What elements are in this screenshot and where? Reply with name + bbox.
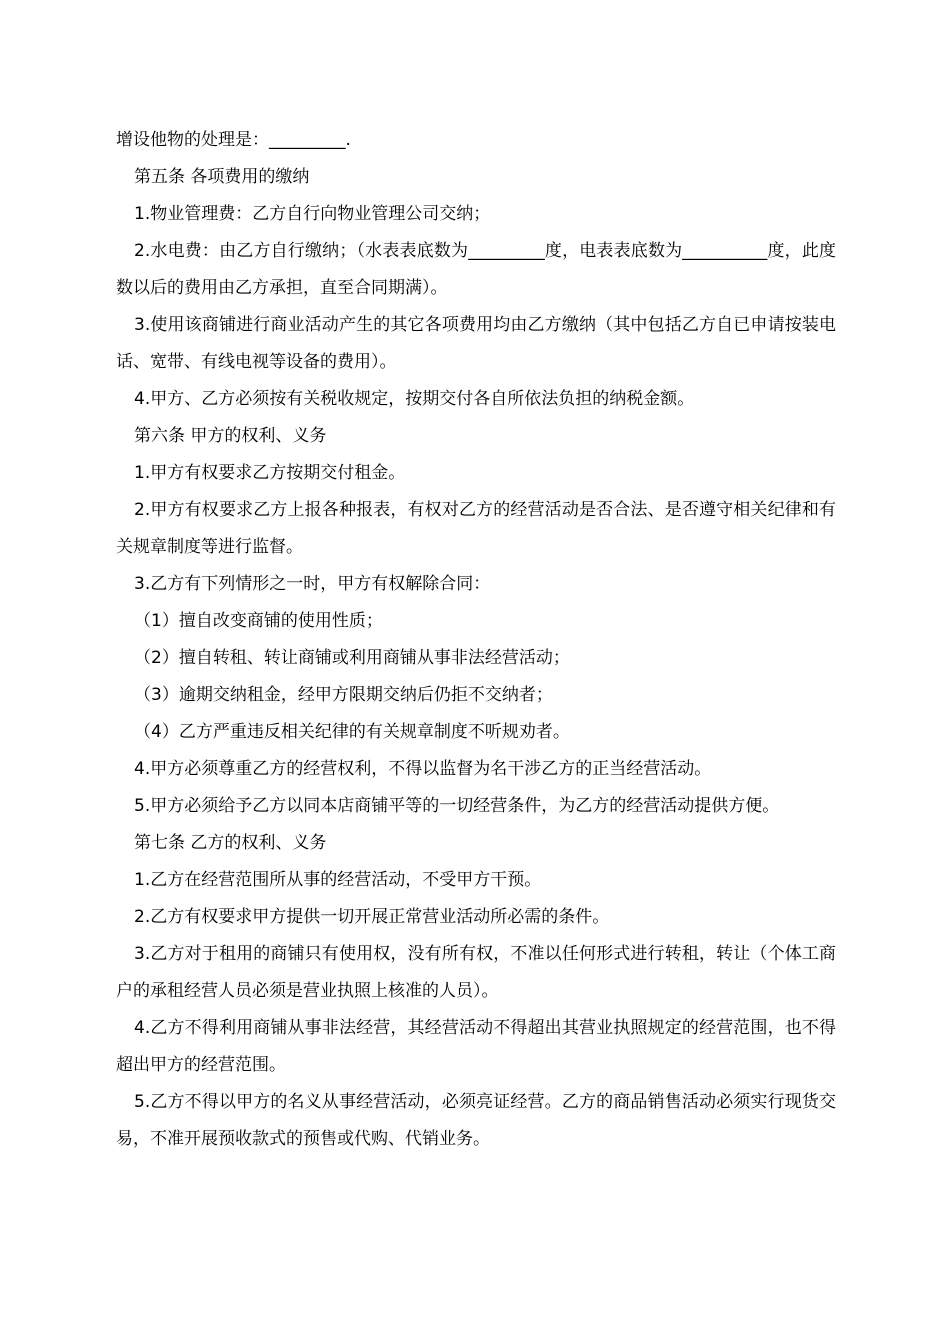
- paragraph: 2.乙方有权要求甲方提供一切开展正常营业活动所必需的条件。: [134, 907, 610, 927]
- paragraph: 4.甲方必须尊重乙方的经营权利，不得以监督为名干涉乙方的正当经营活动。: [134, 759, 712, 779]
- list-item: （1）擅自改变商铺的使用性质；: [134, 611, 383, 631]
- paragraph: 2.水电费：由乙方自行缴纳；（水表表底数为_________度，电表表底数为__________度，此度数以后的费用由乙方承担，直至合同期满）。: [116, 241, 836, 298]
- paragraph: 增设他物的处理是：_________.: [116, 130, 351, 150]
- paragraph: 5.甲方必须给予乙方以同本店商铺平等的一切经营条件，为乙方的经营活动提供方便。: [134, 796, 780, 816]
- paragraph: 1.乙方在经营范围所从事的经营活动，不受甲方干预。: [134, 870, 542, 890]
- paragraph: 4.乙方不得利用商铺从事非法经营，其经营活动不得超出其营业执照规定的经营范围，也不得超出甲方的经营范围。: [116, 1018, 836, 1075]
- paragraph: 1.物业管理费：乙方自行向物业管理公司交纳；: [134, 204, 491, 224]
- list-item: （2）擅自转租、转让商铺或利用商铺从事非法经营活动；: [134, 648, 570, 668]
- list-item: （4）乙方严重违反相关纪律的有关规章制度不听规劝者。: [134, 722, 570, 742]
- paragraph: 2.甲方有权要求乙方上报各种报表，有权对乙方的经营活动是否合法、是否遵守相关纪律和有关规章制度等进行监督。: [116, 500, 836, 557]
- document-body: [116, 122, 836, 1158]
- paragraph: 4.甲方、乙方必须按有关税收规定，按期交付各自所依法负担的纳税金额。: [134, 389, 695, 409]
- section-heading-5: 第五条 各项费用的缴纳: [134, 167, 310, 187]
- list-item: （3）逾期交纳租金，经甲方限期交纳后仍拒不交纳者；: [134, 685, 553, 705]
- paragraph: 1.甲方有权要求乙方按期交付租金。: [134, 463, 406, 483]
- section-heading-7: 第七条 乙方的权利、义务: [134, 833, 327, 853]
- paragraph: 3.乙方有下列情形之一时，甲方有权解除合同：: [134, 574, 491, 594]
- paragraph: 5.乙方不得以甲方的名义从事经营活动，必须亮证经营。乙方的商品销售活动必须实行现货交易，不准开展预收款式的预售或代购、代销业务。: [116, 1092, 836, 1149]
- paragraph: 3.使用该商铺进行商业活动产生的其它各项费用均由乙方缴纳（其中包括乙方自已申请按装电话、宽带、有线电视等设备的费用）。: [116, 315, 836, 372]
- section-heading-6: 第六条 甲方的权利、义务: [134, 426, 327, 446]
- paragraph: 3.乙方对于租用的商铺只有使用权，没有所有权，不准以任何形式进行转租，转让（个体工商户的承租经营人员必须是营业执照上核准的人员）。: [116, 944, 836, 1001]
